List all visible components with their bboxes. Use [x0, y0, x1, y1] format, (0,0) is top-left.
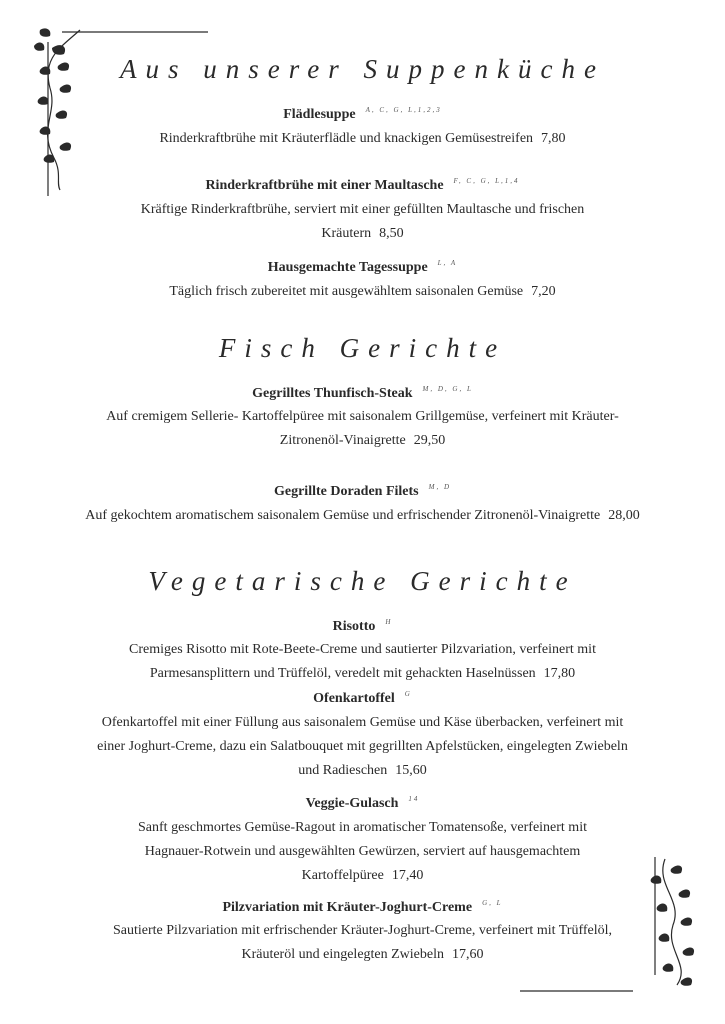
- description-line: Kräftige Rinderkraftbrühe, serviert mit einer gefüllten Maultasche und frischen: [140, 202, 585, 217]
- dish-description: [0, 816, 725, 888]
- allergen-codes: G: [404, 690, 412, 698]
- dish-price: 29,50: [413, 433, 446, 448]
- description-line: Parmesansplittern und Trüffelöl, veredelt mit gehackten Haselnüssen 17,80: [149, 666, 576, 681]
- allergen-codes: A, C, G, L,1,2,3: [365, 106, 442, 114]
- dish-name: [0, 385, 725, 402]
- dish-description: [0, 711, 725, 783]
- description-line: einer Joghurt-Creme, dazu ein Salatbouquet mit gegrillten Apfelstücken, eingelegten Zwiebeln: [97, 739, 628, 754]
- dish-price: 7,20: [531, 284, 556, 299]
- dish-name: [0, 259, 725, 276]
- section-title-soups: Aus unserer Suppenküche: [120, 54, 605, 84]
- description-line: Auf cremigem Sellerie- Kartoffelpüree mit saisonalem Grillgemüse, verfeinert mit Kräuter-: [106, 409, 619, 424]
- description-line: Sautierte Pilzvariation mit erfrischender Kräuter-Joghurt-Creme, verfeinert mit Trüffelöl,: [112, 923, 613, 938]
- dish-title: Gegrilltes Thunfisch-Steak: [252, 386, 413, 401]
- dish-name: [0, 177, 725, 194]
- dish-name: [0, 795, 725, 812]
- description-line: Sanft geschmortes Gemüse-Ragout in aromatischer Tomatensoße, verfeinert mit: [138, 820, 587, 835]
- description-line: Zitronenöl-Vinaigrette 29,50: [279, 433, 446, 448]
- dish-price: 28,00: [608, 508, 640, 523]
- allergen-codes: M, D, G, L: [422, 385, 473, 393]
- allergen-codes: F, C, G, L,1,4: [453, 177, 520, 185]
- dish-description: [0, 127, 725, 151]
- dish-description: [0, 504, 725, 528]
- dish-description: [0, 405, 725, 453]
- allergen-codes: L, A: [437, 259, 458, 267]
- dish-name: [0, 483, 725, 500]
- dish-description: [0, 919, 725, 967]
- description-line: Rinderkraftbrühe mit Kräuterflädle und knackigen Gemüsestreifen 7,80: [159, 131, 566, 146]
- description-line: Hagnauer-Rotwein und ausgewählten Gewürzen, serviert auf hausgemachtem: [144, 844, 581, 859]
- dish-title: Rinderkraftbrühe mit einer Maultasche: [205, 178, 444, 193]
- allergen-codes: H: [385, 618, 393, 626]
- description-line: Kartoffelpüree 17,40: [301, 868, 424, 883]
- dish-price: 17,60: [452, 947, 484, 962]
- dish-name: [0, 106, 725, 123]
- dish-price: 17,80: [543, 666, 576, 681]
- description-line: Cremiges Risotto mit Rote-Beete-Creme und sautierter Pilzvariation, verfeinert mit: [129, 642, 596, 657]
- dish-description: [0, 198, 725, 246]
- dish-name: [0, 899, 725, 916]
- dish-price: 15,60: [395, 763, 427, 778]
- allergen-codes: 14: [408, 795, 420, 803]
- dish-description: [0, 280, 725, 304]
- description-line: und Radieschen 15,60: [298, 763, 427, 778]
- dish-description: [0, 638, 725, 686]
- description-line: Kräuteröl und eingelegten Zwiebeln 17,60: [241, 947, 484, 962]
- dish-title: Hausgemachte Tagessuppe: [267, 260, 428, 275]
- description-line: Täglich frisch zubereitet mit ausgewähltem saisonalen Gemüse 7,20: [169, 284, 556, 299]
- section-title-fish: Fisch Gerichte: [218, 333, 507, 363]
- dish-name: [0, 690, 725, 707]
- dish-title: Ofenkartoffel: [313, 691, 395, 706]
- allergen-codes: G, L: [482, 899, 503, 907]
- dish-name: [0, 618, 725, 635]
- dish-title: Gegrillte Doraden Filets: [273, 484, 419, 499]
- dish-title: Veggie-Gulasch: [305, 796, 399, 811]
- dish-title: Flädlesuppe: [283, 107, 356, 122]
- dish-price: 8,50: [379, 226, 404, 241]
- dish-price: 17,40: [391, 868, 424, 883]
- dish-title: Risotto: [332, 619, 376, 634]
- section-title-vegetarian: Vegetarische Gerichte: [148, 566, 577, 596]
- dish-title: Pilzvariation mit Kräuter-Joghurt-Creme: [222, 900, 473, 915]
- description-line: Ofenkartoffel mit einer Füllung aus saisonalem Gemüse und Käse überbacken, verfeinert mit: [101, 715, 624, 730]
- allergen-codes: M, D: [428, 483, 452, 491]
- description-line: Kräutern 8,50: [321, 226, 404, 241]
- description-line: Auf gekochtem aromatischem saisonalem Gemüse und erfrischender Zitronenöl-Vinaigrette 28,00: [85, 508, 640, 523]
- dish-price: 7,80: [541, 131, 566, 146]
